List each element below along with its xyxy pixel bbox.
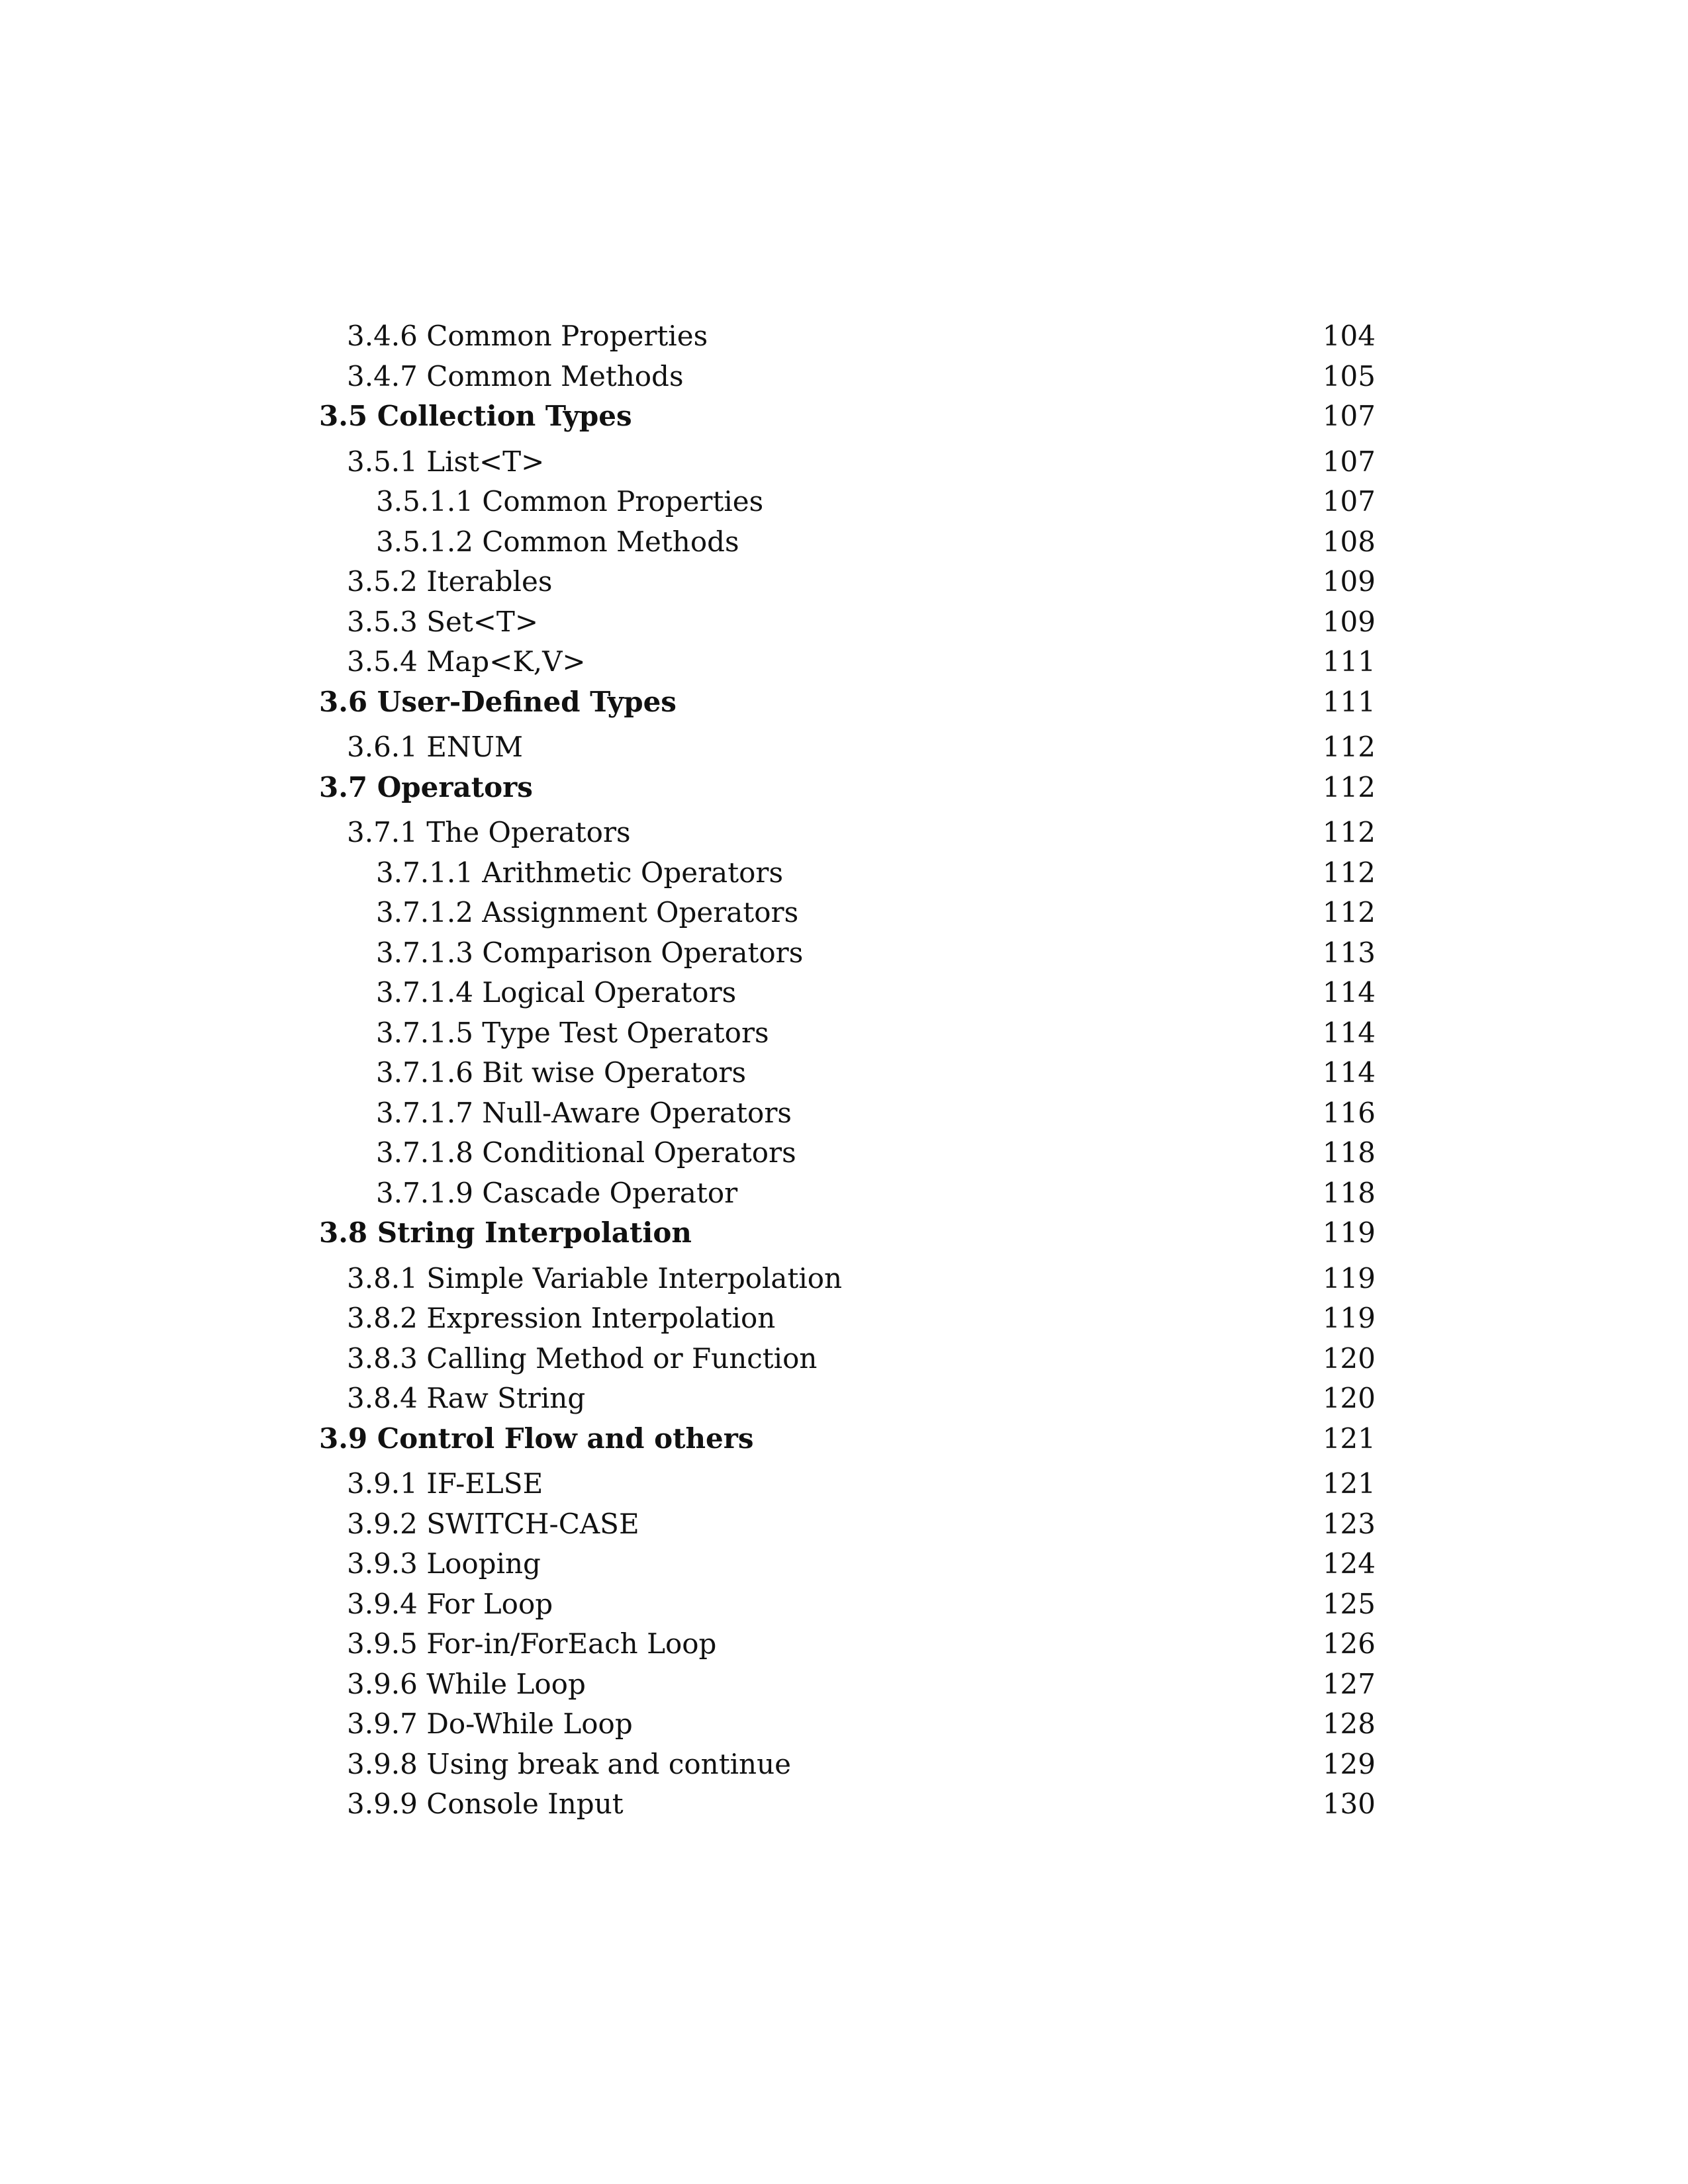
toc-page-number: 128 xyxy=(1322,1707,1376,1740)
toc-entry-title: 3.7.1.4 Logical Operators xyxy=(376,976,737,1009)
toc-entry-title: 3.7.1.3 Comparison Operators xyxy=(376,936,804,969)
toc-entry xyxy=(0,357,1688,396)
toc-entry-title: 3.5.2 Iterables xyxy=(347,565,553,598)
toc-page-number: 129 xyxy=(1322,1748,1376,1780)
toc-entry xyxy=(0,522,1688,562)
toc-section-heading xyxy=(0,1419,1688,1459)
toc-page-number: 105 xyxy=(1322,360,1376,392)
toc-entry-title: 3.7.1.7 Null-Aware Operators xyxy=(376,1097,792,1129)
toc-page-number: 107 xyxy=(1322,445,1376,478)
toc-entry xyxy=(0,1624,1688,1664)
toc-page-number: 120 xyxy=(1322,1342,1376,1375)
toc-page-number: 112 xyxy=(1322,896,1376,929)
toc-page-number: 124 xyxy=(1322,1547,1376,1580)
toc-entry xyxy=(0,442,1688,482)
toc-page-number: 107 xyxy=(1322,485,1376,518)
toc-entry xyxy=(0,1013,1688,1053)
toc-page-number: 130 xyxy=(1322,1788,1376,1820)
toc-page-number: 119 xyxy=(1322,1302,1376,1334)
toc-section-heading xyxy=(0,682,1688,722)
toc-entry xyxy=(0,933,1688,973)
toc-entry-title: 3.7 Operators xyxy=(319,771,533,803)
toc-entry xyxy=(0,1259,1688,1298)
toc-entry-title: 3.7.1.2 Assignment Operators xyxy=(376,896,799,929)
toc-section-heading xyxy=(0,396,1688,436)
toc-entry xyxy=(0,727,1688,767)
toc-entry-title: 3.6 User-Defined Types xyxy=(319,686,677,718)
toc-entry-title: 3.7.1.1 Arithmetic Operators xyxy=(376,856,784,889)
toc-entry-title: 3.9.8 Using break and continue xyxy=(347,1748,791,1780)
toc-entry-title: 3.9.7 Do-While Loop xyxy=(347,1707,633,1740)
toc-section-heading xyxy=(0,768,1688,807)
toc-entry xyxy=(0,973,1688,1013)
toc-page-number: 112 xyxy=(1322,771,1376,803)
toc-entry xyxy=(0,1464,1688,1504)
toc-page-number: 118 xyxy=(1322,1136,1376,1169)
toc-page-number: 114 xyxy=(1322,1017,1376,1049)
toc-entry xyxy=(0,1784,1688,1824)
toc-page-number: 118 xyxy=(1322,1177,1376,1209)
toc-entry-title: 3.6.1 ENUM xyxy=(347,731,524,763)
toc-entry-title: 3.9.1 IF-ELSE xyxy=(347,1467,543,1500)
toc-page-number: 116 xyxy=(1322,1097,1376,1129)
toc-page-number: 119 xyxy=(1322,1262,1376,1295)
toc-page-number: 109 xyxy=(1322,606,1376,638)
toc-entry-title: 3.5.1.2 Common Methods xyxy=(376,525,739,558)
toc-entry xyxy=(0,893,1688,933)
toc-entry xyxy=(0,1584,1688,1624)
toc-page-number: 120 xyxy=(1322,1382,1376,1414)
toc-page-number: 127 xyxy=(1322,1668,1376,1700)
toc-entry-title: 3.9 Control Flow and others xyxy=(319,1422,754,1455)
toc-page-number: 112 xyxy=(1322,731,1376,763)
toc-entry xyxy=(0,1544,1688,1584)
toc-entry xyxy=(0,1339,1688,1379)
toc-entry-title: 3.9.4 For Loop xyxy=(347,1588,553,1620)
toc-page-number: 123 xyxy=(1322,1508,1376,1540)
toc-entry-title: 3.7.1 The Operators xyxy=(347,816,631,848)
toc-entry xyxy=(0,562,1688,602)
toc-page-number: 114 xyxy=(1322,1056,1376,1089)
toc-page-number: 114 xyxy=(1322,976,1376,1009)
toc-page-number: 125 xyxy=(1322,1588,1376,1620)
toc-entry-title: 3.9.2 SWITCH-CASE xyxy=(347,1508,639,1540)
toc-entry-title: 3.8.3 Calling Method or Function xyxy=(347,1342,818,1375)
toc-page-number: 111 xyxy=(1322,686,1376,718)
toc-page-number: 121 xyxy=(1322,1467,1376,1500)
toc-entry xyxy=(0,602,1688,642)
toc-entry-title: 3.9.9 Console Input xyxy=(347,1788,624,1820)
toc-entry-title: 3.4.6 Common Properties xyxy=(347,320,708,352)
toc-page-number: 112 xyxy=(1322,856,1376,889)
toc-page-number: 113 xyxy=(1322,936,1376,969)
toc-entry xyxy=(0,1704,1688,1744)
toc-entry-title: 3.9.6 While Loop xyxy=(347,1668,586,1700)
toc-entry-title: 3.8.4 Raw String xyxy=(347,1382,586,1414)
toc-entry-title: 3.9.5 For-in/ForEach Loop xyxy=(347,1627,717,1660)
toc-entry xyxy=(0,1504,1688,1544)
toc-entry-title: 3.5 Collection Types xyxy=(319,400,632,432)
toc-entry xyxy=(0,1093,1688,1133)
toc-section-heading xyxy=(0,1213,1688,1253)
toc-page-number: 108 xyxy=(1322,525,1376,558)
toc-entry-title: 3.4.7 Common Methods xyxy=(347,360,684,392)
toc-page-number: 112 xyxy=(1322,816,1376,848)
toc-entry xyxy=(0,853,1688,893)
toc-entry-title: 3.7.1.6 Bit wise Operators xyxy=(376,1056,747,1089)
toc-entry xyxy=(0,1173,1688,1213)
toc-entry xyxy=(0,813,1688,852)
toc-page-number: 121 xyxy=(1322,1422,1376,1455)
toc-entry xyxy=(0,482,1688,522)
toc-entry-title: 3.5.4 Map<K,V> xyxy=(347,645,586,678)
toc-entry xyxy=(0,316,1688,356)
toc-page-number: 104 xyxy=(1322,320,1376,352)
toc-entry xyxy=(0,1664,1688,1704)
toc-entry xyxy=(0,642,1688,682)
toc-entry-title: 3.8.1 Simple Variable Interpolation xyxy=(347,1262,843,1295)
toc-page-number: 109 xyxy=(1322,565,1376,598)
toc-page-number: 111 xyxy=(1322,645,1376,678)
toc-entry-title: 3.7.1.8 Conditional Operators xyxy=(376,1136,796,1169)
toc-entry-title: 3.7.1.9 Cascade Operator xyxy=(376,1177,738,1209)
toc-entry-title: 3.9.3 Looping xyxy=(347,1547,541,1580)
toc-entry-title: 3.7.1.5 Type Test Operators xyxy=(376,1017,769,1049)
toc-entry-title: 3.5.3 Set<T> xyxy=(347,606,539,638)
toc-page-number: 119 xyxy=(1322,1216,1376,1249)
toc-entry xyxy=(0,1745,1688,1784)
toc-entry xyxy=(0,1133,1688,1173)
toc-entry xyxy=(0,1298,1688,1338)
toc-entry-title: 3.5.1.1 Common Properties xyxy=(376,485,764,518)
toc-entry-title: 3.8 String Interpolation xyxy=(319,1216,692,1249)
toc-entry xyxy=(0,1053,1688,1093)
toc-page-number: 126 xyxy=(1322,1627,1376,1660)
toc-entry-title: 3.5.1 List<T> xyxy=(347,445,545,478)
toc-page-number: 107 xyxy=(1322,400,1376,432)
toc-entry xyxy=(0,1379,1688,1418)
toc-entry-title: 3.8.2 Expression Interpolation xyxy=(347,1302,776,1334)
